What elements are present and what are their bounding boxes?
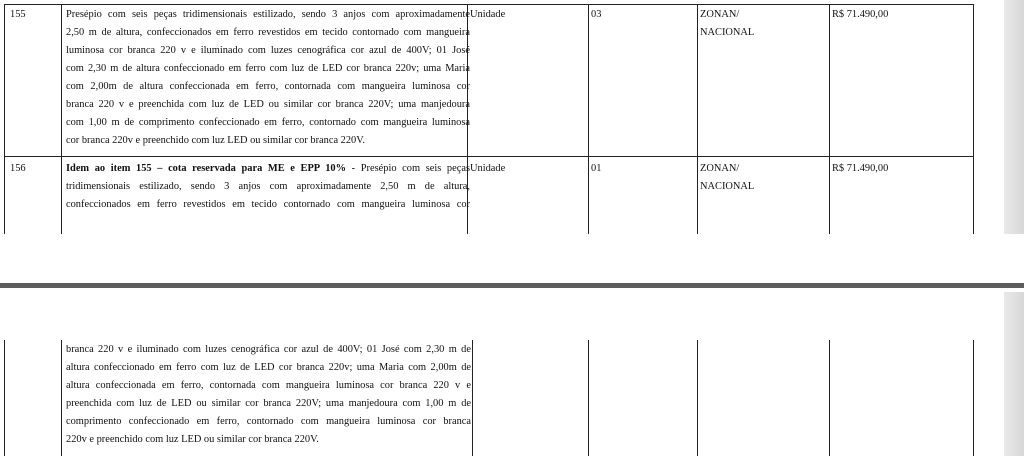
column-line [61,340,62,456]
description-line: com 2,30 m de altura confeccionado em ferro com luz de LED cor branca 220v; uma Maria [66,63,470,74]
column-line [829,4,830,234]
item-quantity: 03 [591,9,602,20]
description-line: luminosa cor branca 220 v e iluminado com luzes cenográfica cor azul de 400V; 01 José [66,45,470,56]
description-line: 2,50 m de altura, confeccionados em ferro revestidos em tecido contornado com mangueira [66,27,470,38]
item-description [66,6,470,150]
description-bold-lead: Idem ao item 155 – cota reservada para ME e EPP 10% [66,163,346,174]
description-line: 220v e preenchido com luz LED ou similar cor branca 220V. [66,434,319,445]
column-line [697,340,698,456]
page-break-divider [0,283,1024,288]
item-unit: Unidade [470,163,506,174]
description-line: altura confeccionada em ferro, contornada com mangueira luminosa cor branca 220 v e [66,380,471,391]
item-description [66,160,470,214]
column-line [61,4,62,234]
page-edge-shadow [1004,292,1024,456]
column-line [973,4,974,234]
item-description-continuation [66,341,471,449]
description-line: com 1,00 m de comprimento confeccionado em ferro, contornado com mangueira luminosa [66,117,470,128]
item-brand [700,6,754,42]
column-line [4,4,5,234]
item-unit: Unidade [470,9,506,20]
description-line: confeccionados em ferro revestidos em tecido contornado com mangueira luminosa cor [66,199,470,210]
page-edge-shadow [1004,0,1024,234]
item-quantity: 01 [591,163,602,174]
description-line: branca 220 v e preenchida com luz de LED ou similar cor branca 220V; uma manjedoura [66,99,470,110]
item-number: 156 [10,163,26,174]
brand-line: NACIONAL [700,27,755,38]
column-line [829,340,830,456]
item-number: 155 [10,9,26,20]
description-line: tridimensionais estilizado, sendo 3 anjos com aproximadamente 2,50 m de altura, [66,181,470,192]
description-line: branca 220 v e iluminado com luzes cenográfica cor azul de 400V; 01 José com 2,30 m de [66,344,471,355]
item-brand [700,160,754,196]
brand-line: NACIONAL [700,181,755,192]
item-price: R$ 71.490,00 [832,9,889,20]
item-price: R$ 71.490,00 [832,163,889,174]
description-line: preenchida com luz de LED ou similar cor branca 220V; uma manjedoura com 1,00 m de [66,398,471,409]
column-line [588,4,589,234]
description-lead-rest: - Presépio com seis peças [346,163,470,174]
description-line: altura confeccionado em ferro com luz de LED cor branca 220v; uma Maria com 2,00m de [66,362,471,373]
column-line [472,340,473,456]
description-line: Presépio com seis peças tridimensionais estilizado, sendo 3 anjos com aproximadamente [66,9,470,20]
column-line [4,340,5,456]
description-line: cor branca 220v e preenchido com luz LED ou similar cor branca 220V. [66,135,366,146]
brand-line: ZONAN/ [700,163,740,174]
description-line [66,160,470,178]
column-line [697,4,698,234]
document-page-bottom [0,292,1024,456]
column-line [973,340,974,456]
column-line [588,340,589,456]
description-line: comprimento confeccionado em ferro, contornado com mangueira luminosa cor branca [66,416,471,427]
description-line: com 2,00m de altura confeccionada em ferro, contornada com mangueira luminosa cor [66,81,470,92]
brand-line: ZONAN/ [700,9,740,20]
